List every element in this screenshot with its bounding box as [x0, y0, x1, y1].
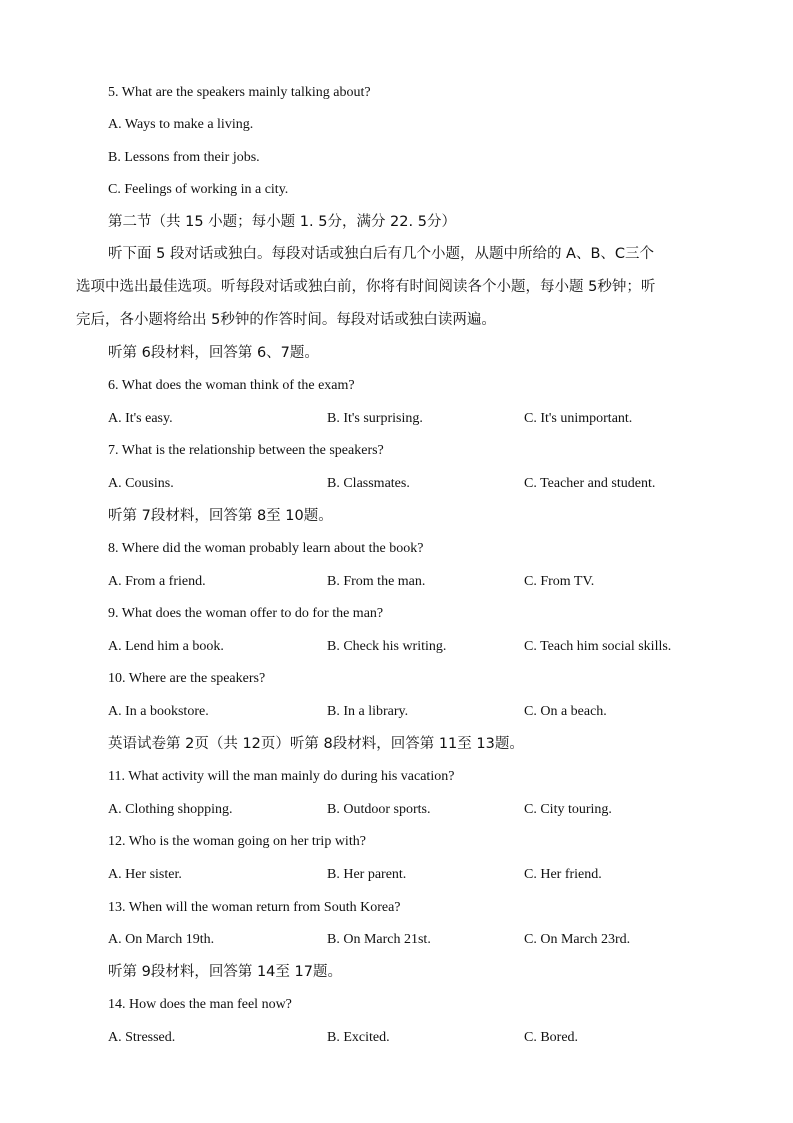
material-8-heading: 英语试卷第 2页（共 12页）听第 8段材料，回答第 11至 13题。: [108, 736, 524, 752]
q9-options: [0, 638, 700, 656]
section-2-heading: 第二节（共 15 小题；每小题 1. 5分，满分 22. 5分）: [108, 214, 456, 230]
q12-option-b: B. Her parent.: [327, 867, 407, 882]
q7-options: [0, 475, 700, 493]
material-9-heading: 听第 9段材料，回答第 14至 17题。: [108, 964, 342, 980]
q12-option-a: A. Her sister.: [108, 867, 182, 882]
question-11: 11. What activity will the man mainly do during his vacation?: [108, 769, 455, 784]
q11-option-b: B. Outdoor sports.: [327, 802, 431, 817]
q9-option-a: A. Lend him a book.: [108, 639, 224, 654]
question-8: 8. Where did the woman probably learn about the book?: [108, 541, 424, 556]
q7-option-c: C. Teacher and student.: [524, 476, 656, 491]
q14-option-b: B. Excited.: [327, 1030, 390, 1045]
question-7: 7. What is the relationship between the speakers?: [108, 443, 384, 458]
q6-option-a: A. It's easy.: [108, 411, 173, 426]
q10-option-c: C. On a beach.: [524, 704, 607, 719]
q8-options: [0, 573, 700, 591]
q13-option-c: C. On March 23rd.: [524, 932, 631, 947]
q5-option-b: B. Lessons from their jobs.: [108, 150, 260, 165]
q6-options: [0, 410, 700, 428]
q12-options: [0, 866, 700, 884]
q9-option-c: C. Teach him social skills.: [524, 639, 672, 654]
q13-option-a: A. On March 19th.: [108, 932, 215, 947]
question-6: 6. What does the woman think of the exam?: [108, 378, 355, 393]
q6-option-b: B. It's surprising.: [327, 411, 423, 426]
question-12: 12. Who is the woman going on her trip with?: [108, 834, 366, 849]
q9-option-b: B. Check his writing.: [327, 639, 447, 654]
q7-option-a: A. Cousins.: [108, 476, 174, 491]
question-14: 14. How does the man feel now?: [108, 997, 292, 1012]
q8-option-a: A. From a friend.: [108, 574, 206, 589]
question-13: 13. When will the woman return from South Korea?: [108, 900, 401, 915]
q13-option-b: B. On March 21st.: [327, 932, 431, 947]
q14-option-c: C. Bored.: [524, 1030, 579, 1045]
q10-options: [0, 703, 700, 721]
q12-option-c: C. Her friend.: [524, 867, 602, 882]
material-6-heading: 听第 6段材料，回答第 6、7题。: [108, 345, 319, 361]
q5-option-a: A. Ways to make a living.: [108, 117, 254, 132]
q13-options: [0, 931, 700, 949]
q11-option-c: C. City touring.: [524, 802, 612, 817]
instructions-line-3: 完后，各小题将给出 5秒钟的作答时间。每段对话或独白读两遍。: [76, 312, 496, 328]
q8-option-c: C. From TV.: [524, 574, 595, 589]
q10-option-b: B. In a library.: [327, 704, 409, 719]
q6-option-c: C. It's unimportant.: [524, 411, 633, 426]
q11-option-a: A. Clothing shopping.: [108, 802, 233, 817]
q8-option-b: B. From the man.: [327, 574, 426, 589]
q5-option-c: C. Feelings of working in a city.: [108, 182, 289, 197]
q14-option-a: A. Stressed.: [108, 1030, 176, 1045]
q11-options: [0, 801, 700, 819]
q14-options: [0, 1029, 700, 1047]
question-9: 9. What does the woman offer to do for the man?: [108, 606, 384, 621]
instructions-line-2: 选项中选出最佳选项。听每段对话或独白前，你将有时间阅读各个小题，每小题 5秒钟；听: [76, 279, 656, 295]
instructions-line-1: 听下面 5 段对话或独白。每段对话或独白后有几个小题，从题中所给的 A、B、C三个: [108, 246, 655, 262]
question-10: 10. Where are the speakers?: [108, 671, 266, 686]
material-7-heading: 听第 7段材料，回答第 8至 10题。: [108, 508, 333, 524]
question-5: 5. What are the speakers mainly talking about?: [108, 85, 371, 100]
q10-option-a: A. In a bookstore.: [108, 704, 209, 719]
q7-option-b: B. Classmates.: [327, 476, 410, 491]
